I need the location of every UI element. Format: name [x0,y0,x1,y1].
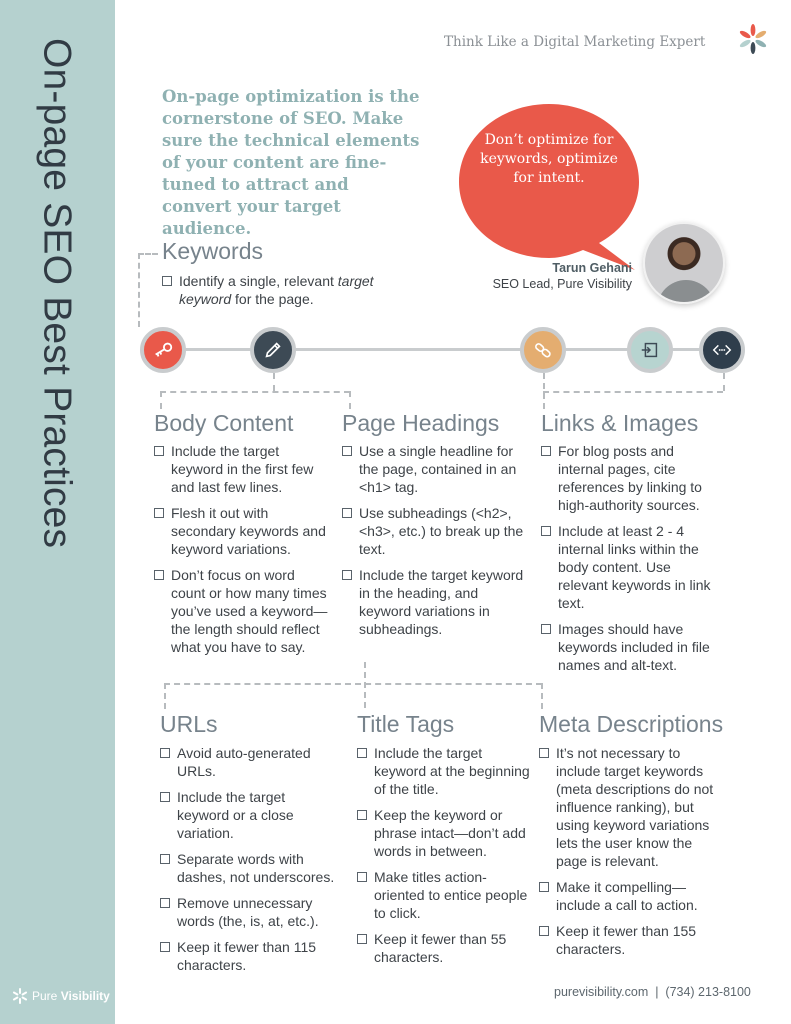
title-tags-list [357,744,532,974]
connector-keywords-v [138,253,140,327]
connector-links-h [543,391,723,393]
intro-text: On-page optimization is the cornerstone of SEO. Make sure the technical elements of your content are fine-tuned to attract and convert your target audience. [162,87,420,238]
timeline-node-body-content [250,327,296,373]
checklist-item: Use a single headline for the page, contained in an <h1> tag. [342,442,524,496]
page-headings-list [342,442,524,646]
quote-text: Don’t optimize for keywords, optimize for intent. [480,132,618,186]
keywords-list [162,272,412,316]
section-title-title-tags: Title Tags [357,711,455,737]
checklist-item: Make titles action-oriented to entice people to click. [357,868,532,922]
connector-body-left [160,391,162,409]
quote-author-role: SEO Lead, Pure Visibility [492,277,632,291]
connector-body-right [349,391,351,409]
checkbox-icon [160,898,170,908]
checkbox-icon [160,748,170,758]
checkbox-icon [342,446,352,456]
checkbox-icon [160,854,170,864]
timeline-node-images [627,327,673,373]
checklist-item: Separate words with dashes, not underscores. [160,850,335,886]
connector-body-v [273,373,275,391]
checkbox-icon [357,934,367,944]
key-icon [152,339,174,361]
checklist-item: Keep it fewer than 155 characters. [539,922,724,958]
checklist-item: Include the target keyword at the beginning of the title. [357,744,532,798]
tagline: Think Like a Digital Marketing Expert [444,34,706,50]
checklist-item: Use subheadings (<h2>, <h3>, etc.) to break up the text. [342,504,524,558]
burst-icon [12,988,28,1004]
quote-author-name: Tarun Gehani [552,261,632,275]
checkbox-icon [539,926,549,936]
checkbox-icon [154,508,164,518]
section-title-meta-descriptions: Meta Descriptions [539,711,724,737]
checkbox-icon [541,526,551,536]
link-icon [532,339,554,361]
code-icon [711,339,733,361]
section-title-body-content: Body Content [154,410,294,436]
checkbox-icon [160,942,170,952]
checkbox-icon [357,872,367,882]
checklist-item: Flesh it out with secondary keywords and keyword variations. [154,504,329,558]
checklist-item: Include the target keyword in the first few and last few lines. [154,442,329,496]
connector-keywords [138,253,158,255]
body-content-list [154,442,329,664]
checkbox-icon [342,508,352,518]
timeline-node-keywords [140,327,186,373]
checklist-item: Avoid auto-generated URLs. [160,744,335,780]
footer-website-link[interactable]: purevisibility.com [554,985,649,999]
sidebar-band [0,0,115,1024]
footer-contact [554,985,751,999]
checklist-item: Include the target keyword or a close variation. [160,788,335,842]
section-title-links-images: Links & Images [541,410,699,436]
checkbox-icon [541,624,551,634]
section-title-page-headings: Page Headings [342,410,500,436]
checklist-item: Keep it fewer than 115 characters. [160,938,335,974]
pencil-icon [262,339,284,361]
checkbox-icon [539,882,549,892]
checkbox-icon [162,276,172,286]
connector-lower-h [164,683,542,685]
connector-lower-v2 [364,662,366,708]
checkbox-icon [160,792,170,802]
meta-descriptions-list [539,744,724,966]
section-title-urls: URLs [160,711,218,737]
checklist-item: Identify a single, relevant target keyword for the page. [162,272,412,308]
section-title-keywords: Keywords [162,238,263,264]
checklist-item: Remove unnecessary words (the, is, at, etc.). [160,894,335,930]
checkbox-icon [541,446,551,456]
footer-phone: (734) 213-8100 [665,985,751,999]
checklist-item: Don’t focus on word count or how many times you’ve used a keyword—the length should reflect what you have to say. [154,566,329,656]
checklist-item: Include at least 2 - 4 internal links within the body content. Use relevant keywords in link text. [541,522,723,612]
checkbox-icon [357,748,367,758]
image-icon [639,339,661,361]
connector-code-v [723,373,725,391]
checkbox-icon [154,570,164,580]
connector-lower-v1 [164,683,166,709]
timeline-node-code [699,327,745,373]
brand-name: Pure Visibility [32,989,110,1003]
burst-logo-icon [736,22,770,56]
checklist-item: Make it compelling—include a call to action. [539,878,724,914]
checklist-item: Keep the keyword or phrase intact—don’t add words in between. [357,806,532,860]
checklist-item: Images should have keywords included in file names and alt-text. [541,620,723,674]
checklist-item: For blog posts and internal pages, cite references by linking to high-authority sources. [541,442,723,514]
checklist-item: Keep it fewer than 55 characters. [357,930,532,966]
timeline-node-links [520,327,566,373]
checkbox-icon [539,748,549,758]
footer-separator: | [655,985,659,999]
avatar [643,222,725,304]
connector-body-h [160,391,350,393]
page-title: On-page SEO Best Practices [35,38,79,549]
checkbox-icon [154,446,164,456]
checklist-item: It’s not necessary to include target keywords (meta descriptions do not influence ranking), but using keyword variations lets the user know the page is relevant. [539,744,724,870]
connector-lower-v3 [541,683,543,709]
brand-logo [12,988,110,1004]
checklist-item: Include the target keyword in the heading, and keyword variations in subheadings. [342,566,524,638]
links-images-list [541,442,723,682]
checkbox-icon [342,570,352,580]
urls-list [160,744,335,982]
checkbox-icon [357,810,367,820]
